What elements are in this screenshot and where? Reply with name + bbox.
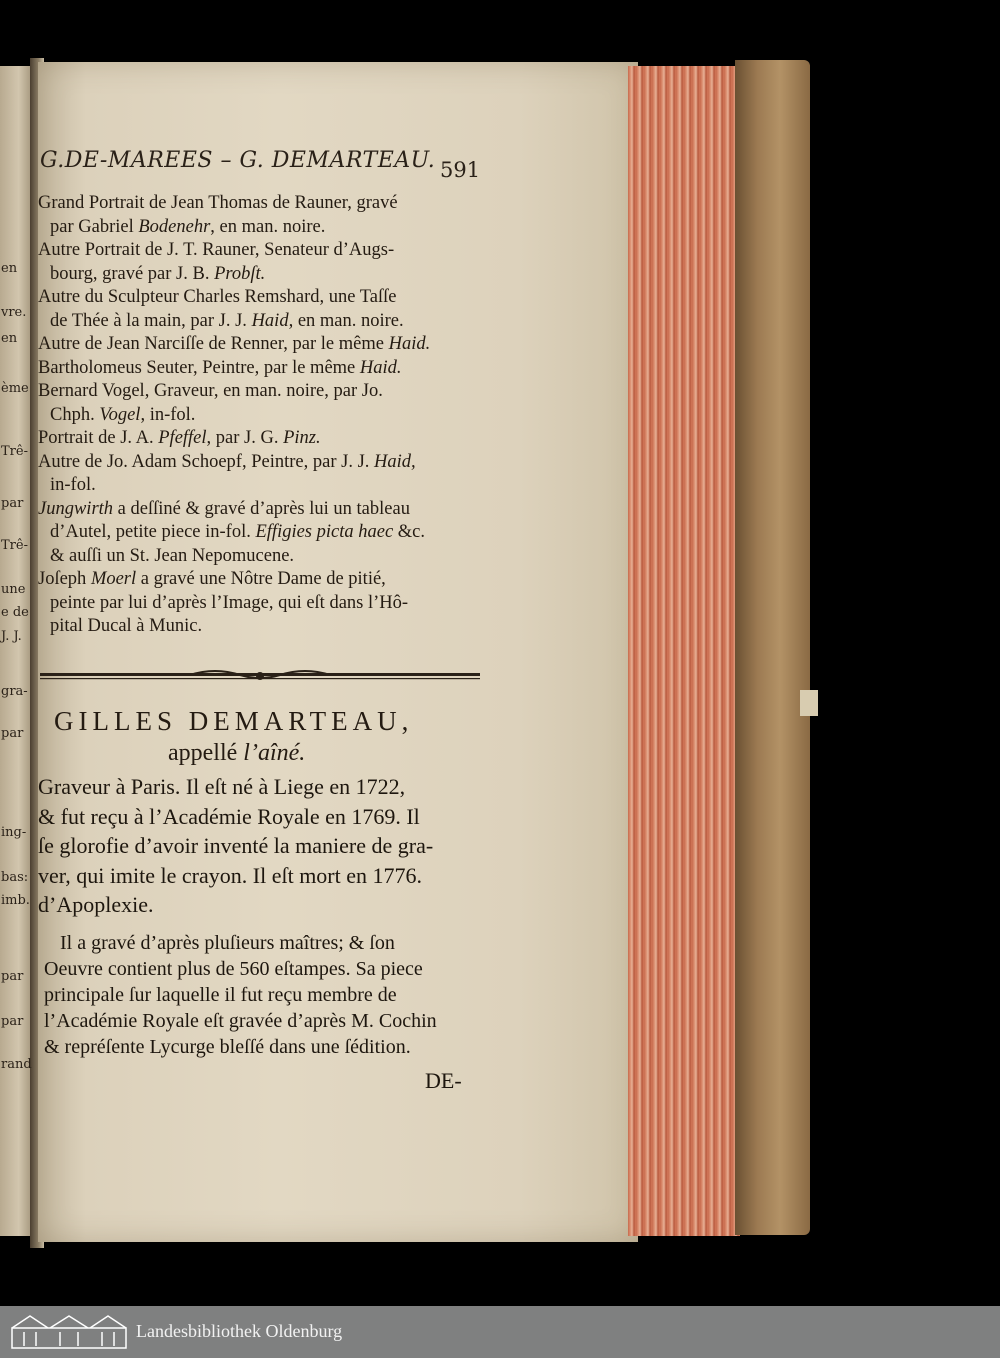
paragraph-line: ver, qui imite le crayon. Il eſt mort en 1776. [38,862,423,888]
catalogue-entry [38,286,478,333]
paragraph-line: d’Apoplexie. [38,892,154,917]
paragraph-line: l’Académie Royale eſt gravée d’après M. Cochin [44,1010,437,1032]
footer-bar [0,1306,1000,1358]
margin-fragment: imb. [1,893,30,908]
catchword: DE- [425,1068,462,1093]
paragraph-line: principale ſur laquelle il fut reçu membre de [44,984,397,1006]
entry-line [38,451,478,475]
catalogue-entry [38,333,478,357]
margin-fragment: une [1,582,26,597]
margin-fragment: en [1,261,18,276]
paragraph-line: & fut reçu à l’Académie Royale en 1769. Il [38,803,420,829]
margin-fragment: par [1,1014,24,1029]
entry-text: Portrait de J. A. [38,428,159,448]
italic-name: Bodenehr [138,216,211,237]
paragraph-1 [38,772,478,920]
entry-line [38,380,478,404]
entry-text: Autre du Sculpteur Charles Remshard, une Taſſe [38,287,397,307]
catalogue-entries [38,192,478,639]
italic-name: Moerl [90,569,137,589]
paragraph-line: Oeuvre contient plus de 560 eſtampes. Sa piece [44,958,423,980]
entry-line [38,192,478,216]
page-number: 591 [440,158,481,182]
library-name: Landesbibliothek Oldenburg [136,1321,343,1341]
entry-text: peinte par lui d’après l’Image, qui eſt dans l’Hô- [50,592,409,613]
margin-fragment: Trê- [1,538,28,553]
italic-name: Probſt. [214,263,266,284]
entry-text: en man. noire. [293,310,404,331]
entry-text: Autre Portrait de J. T. Rauner, Senateur d’Augs- [38,240,395,260]
margin-fragment: rand [1,1057,32,1072]
subtitle-italic: l’aîné. [243,740,306,766]
entry-line [38,615,478,639]
entry-line [38,404,478,428]
subtitle-prefix: appellé [168,740,244,766]
entry-text: Joſeph [38,569,91,589]
catalogue-entry [38,192,478,239]
margin-fragment: Trê- [1,444,28,459]
margin-fragment: vre. [1,305,27,320]
catalogue-entry [38,427,478,451]
entry-text: Autre de Jean Narciſſe de Renner, par le même [38,334,389,354]
margin-fragment: J. J. [1,629,22,644]
margin-fragment: par [1,496,24,511]
italic-name: Haid. [359,357,402,378]
entry-text: Grand Portrait de Jean Thomas de Rauner, gravé [38,193,398,213]
italic-name: Vogel [99,404,141,425]
margin-fragment: gra- [1,684,28,699]
paragraph-line: Graveur à Paris. Il eſt né à Liege en 1722, [38,774,406,799]
entry-text: , par J. G. [206,428,284,448]
italic-name: Jungwirth [38,498,114,519]
entry-line [38,474,478,498]
entry-line [38,592,478,616]
entry-text: , en man. noire. [210,216,326,237]
entry-line [38,545,478,569]
entry-text: bourg, gravé par J. B. [50,263,215,284]
entry-line [38,357,478,381]
entry-text: a gravé une Nôtre Dame de pitié, [136,569,386,589]
entry-text: , in-fol. [140,404,196,425]
book-cover-edge [735,60,810,1235]
catalogue-entry [38,357,478,381]
italic-name: Haid, [251,310,294,331]
italic-name: Effigies picta haec [255,522,394,542]
italic-name: Haid, [374,451,416,472]
margin-fragment: ème [1,381,29,396]
margin-fragment: bas: [1,870,29,885]
margin-fragment: ing- [1,825,27,840]
catalogue-entry [38,380,478,427]
entry-text: pital Ducal à Munic. [50,616,203,636]
catalogue-entry [38,239,478,286]
catalogue-entry [38,498,478,569]
entry-line [38,498,478,522]
margin-fragment: en [1,331,18,346]
ornament-divider [40,667,480,685]
catalogue-entry [38,451,478,498]
entry-line [38,263,478,287]
italic-name: Pinz. [283,428,321,448]
entry-text: in-fol. [50,475,96,495]
italic-name: Haid. [388,334,431,354]
entry-line [38,427,478,451]
paragraph-line: Il a gravé d’après pluſieurs maîtres; & ſon [60,932,395,954]
entry-line [38,310,478,334]
running-head: G.DE-MAREES – G. DEMARTEAU. [40,148,436,173]
entry-text: Chph. [50,404,100,425]
entry-text: de Thée à la main, par J. J. [50,310,252,331]
entry-text: Autre de Jo. Adam Schoepf, Peintre, par J. J. [38,451,375,472]
entry-line [38,239,478,263]
margin-fragment: e de [1,605,29,620]
entry-line [38,521,478,545]
page-edges-red [628,66,740,1236]
library-building-icon [10,1314,128,1350]
entry-line [38,216,478,240]
paragraph-line: ſe glorofie d’avoir inventé la maniere de gra- [38,833,434,858]
entry-text: d’Autel, petite piece in-fol. [50,522,256,542]
book-ribbon [800,690,818,716]
margin-fragment: par [1,969,24,984]
entry-text: & auſſi un St. Jean Nepomucene. [50,545,295,566]
entry-text: a deſſiné & gravé d’après lui un tableau [113,498,410,519]
section-title: GILLES DEMARTEAU, [54,706,414,736]
paragraph-2 [44,930,484,1060]
entry-line [38,568,478,592]
entry-text: Bartholomeus Seuter, Peintre, par le même [38,357,360,378]
entry-text: &c. [393,522,426,542]
entry-text: Bernard Vogel, Graveur, en man. noire, par Jo. [38,381,383,401]
paragraph-line: & repréſente Lycurge bleſſé dans une ſédition. [44,1036,411,1058]
margin-fragment: par [1,726,24,741]
entry-line [38,286,478,310]
catalogue-entry [38,568,478,639]
entry-text: par Gabriel [50,216,139,237]
section-subtitle [168,740,305,767]
entry-line [38,333,478,357]
italic-name: Pfeffel [158,428,207,448]
